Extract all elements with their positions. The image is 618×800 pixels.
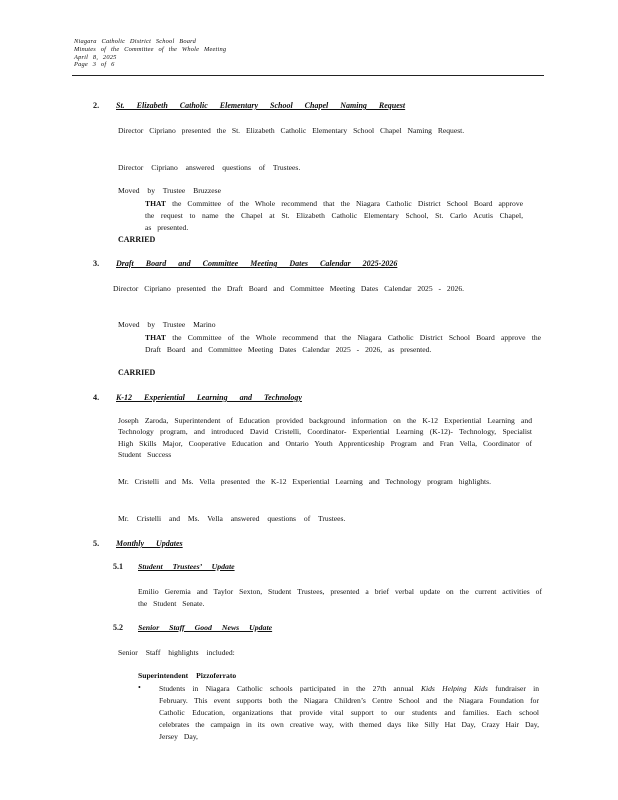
section-4-title: K-12 Experiential Learning and Technology (116, 393, 302, 402)
subsection-5-2-number: 5.2 (113, 623, 123, 632)
header-meeting-title: Minutes of the Committee of the Whole Meeting (74, 45, 227, 53)
section-4-paragraph-1: Joseph Zaroda, Superintendent of Education provided background information on the K-12 Experiential Learning and Technology program, and introduced David Cristelli, Coordinator- Experiential Learning (K-12)- Technology, Specialist High Skills Major, Cooperative Education and Ontario Youth Apprenticeship Program and Fran Vella, Coordinator of Student Success (118, 416, 532, 460)
section-4-paragraph-3: Mr. Cristelli and Ms. Vella answered questions of Trustees. (118, 514, 346, 523)
section-4-number: 4. (93, 393, 100, 402)
section-2-motion-text: the Committee of the Whole recommend that the Niagara Catholic District School Board approve the request to name the Chapel at St. Elizabeth Catholic Elementary School, St. Carlo Acutis Chapel, as presented. (145, 199, 523, 232)
section-5-title: Monthly Updates (116, 539, 183, 548)
header-date: April 8, 2025 (74, 53, 117, 61)
section-3-moved-by: Moved by Trustee Marino (118, 320, 216, 329)
section-3-motion (145, 332, 541, 356)
subsection-5-1-paragraph: Emilio Geremia and Taylor Sexton, Student Trustees, presented a brief verbal update on the current activities of the Student Senate. (138, 587, 542, 608)
section-3-carried: CARRIED (118, 368, 156, 377)
subsection-5-1-title: Student Trustees’ Update (138, 562, 235, 571)
bullet-1-text-start: Students in Niagara Catholic schools participated in the 27th annual (159, 684, 414, 693)
section-2-carried: CARRIED (118, 235, 156, 244)
subsection-5-2-intro: Senior Staff highlights included: (118, 648, 235, 657)
section-2-paragraph-2: Director Cipriano answered questions of Trustees. (118, 163, 301, 172)
header-page-number: Page 3 of 6 (74, 61, 115, 69)
header-board-name: Niagara Catholic District School Board (74, 38, 196, 45)
header-divider (72, 75, 544, 76)
subsection-5-1-number: 5.1 (113, 562, 123, 571)
good-news-bullet-1 (159, 683, 539, 743)
section-2-paragraph-1: Director Cipriano presented the St. Elizabeth Catholic Elementary School Chapel Naming Request. (118, 126, 465, 135)
section-3-paragraph-1: Director Cipriano presented the Draft Board and Committee Meeting Dates Calendar 2025 - 2026. (113, 284, 465, 293)
bullet-1-event-name: Kids Helping Kids (420, 684, 488, 693)
bullet-1-text-end: fundraiser in February. This event supports both the Niagara Children’s Centre School and the Niagara Foundation for Catholic Education, organizations that provide vital support to our students and families. Each school celebrates the campaign in its own creative way, with themed days like Silly Hat Day, Crazy Hair Day, Jersey Day, (159, 684, 540, 741)
bullet-marker: • (138, 683, 141, 692)
section-3-that: THAT (145, 333, 166, 342)
section-3-title: Draft Board and Committee Meeting Dates Calendar 2025-2026 (116, 259, 398, 268)
section-4-paragraph-2: Mr. Cristelli and Ms. Vella presented the K-12 Experiential Learning and Technology program highlights. (118, 477, 492, 486)
section-2-title: St. Elizabeth Catholic Elementary School Chapel Naming Request (116, 101, 406, 110)
section-2-that: THAT (145, 199, 166, 208)
section-2-number: 2. (93, 101, 100, 110)
section-5-number: 5. (93, 539, 100, 548)
section-3-number: 3. (93, 259, 100, 268)
subsection-5-2-title: Senior Staff Good News Update (138, 623, 273, 632)
section-2-motion (145, 198, 523, 234)
section-3-motion-text: the Committee of the Whole recommend that the Niagara Catholic District School Board approve the Draft Board and Committee Meeting Dates Calendar 2025 - 2026, as presented. (145, 333, 541, 354)
page-header (74, 38, 226, 69)
section-2-moved-by: Moved by Trustee Bruzzese (118, 186, 221, 195)
subsection-5-2-staff-name: Superintendent Pizzoferrato (138, 671, 237, 680)
